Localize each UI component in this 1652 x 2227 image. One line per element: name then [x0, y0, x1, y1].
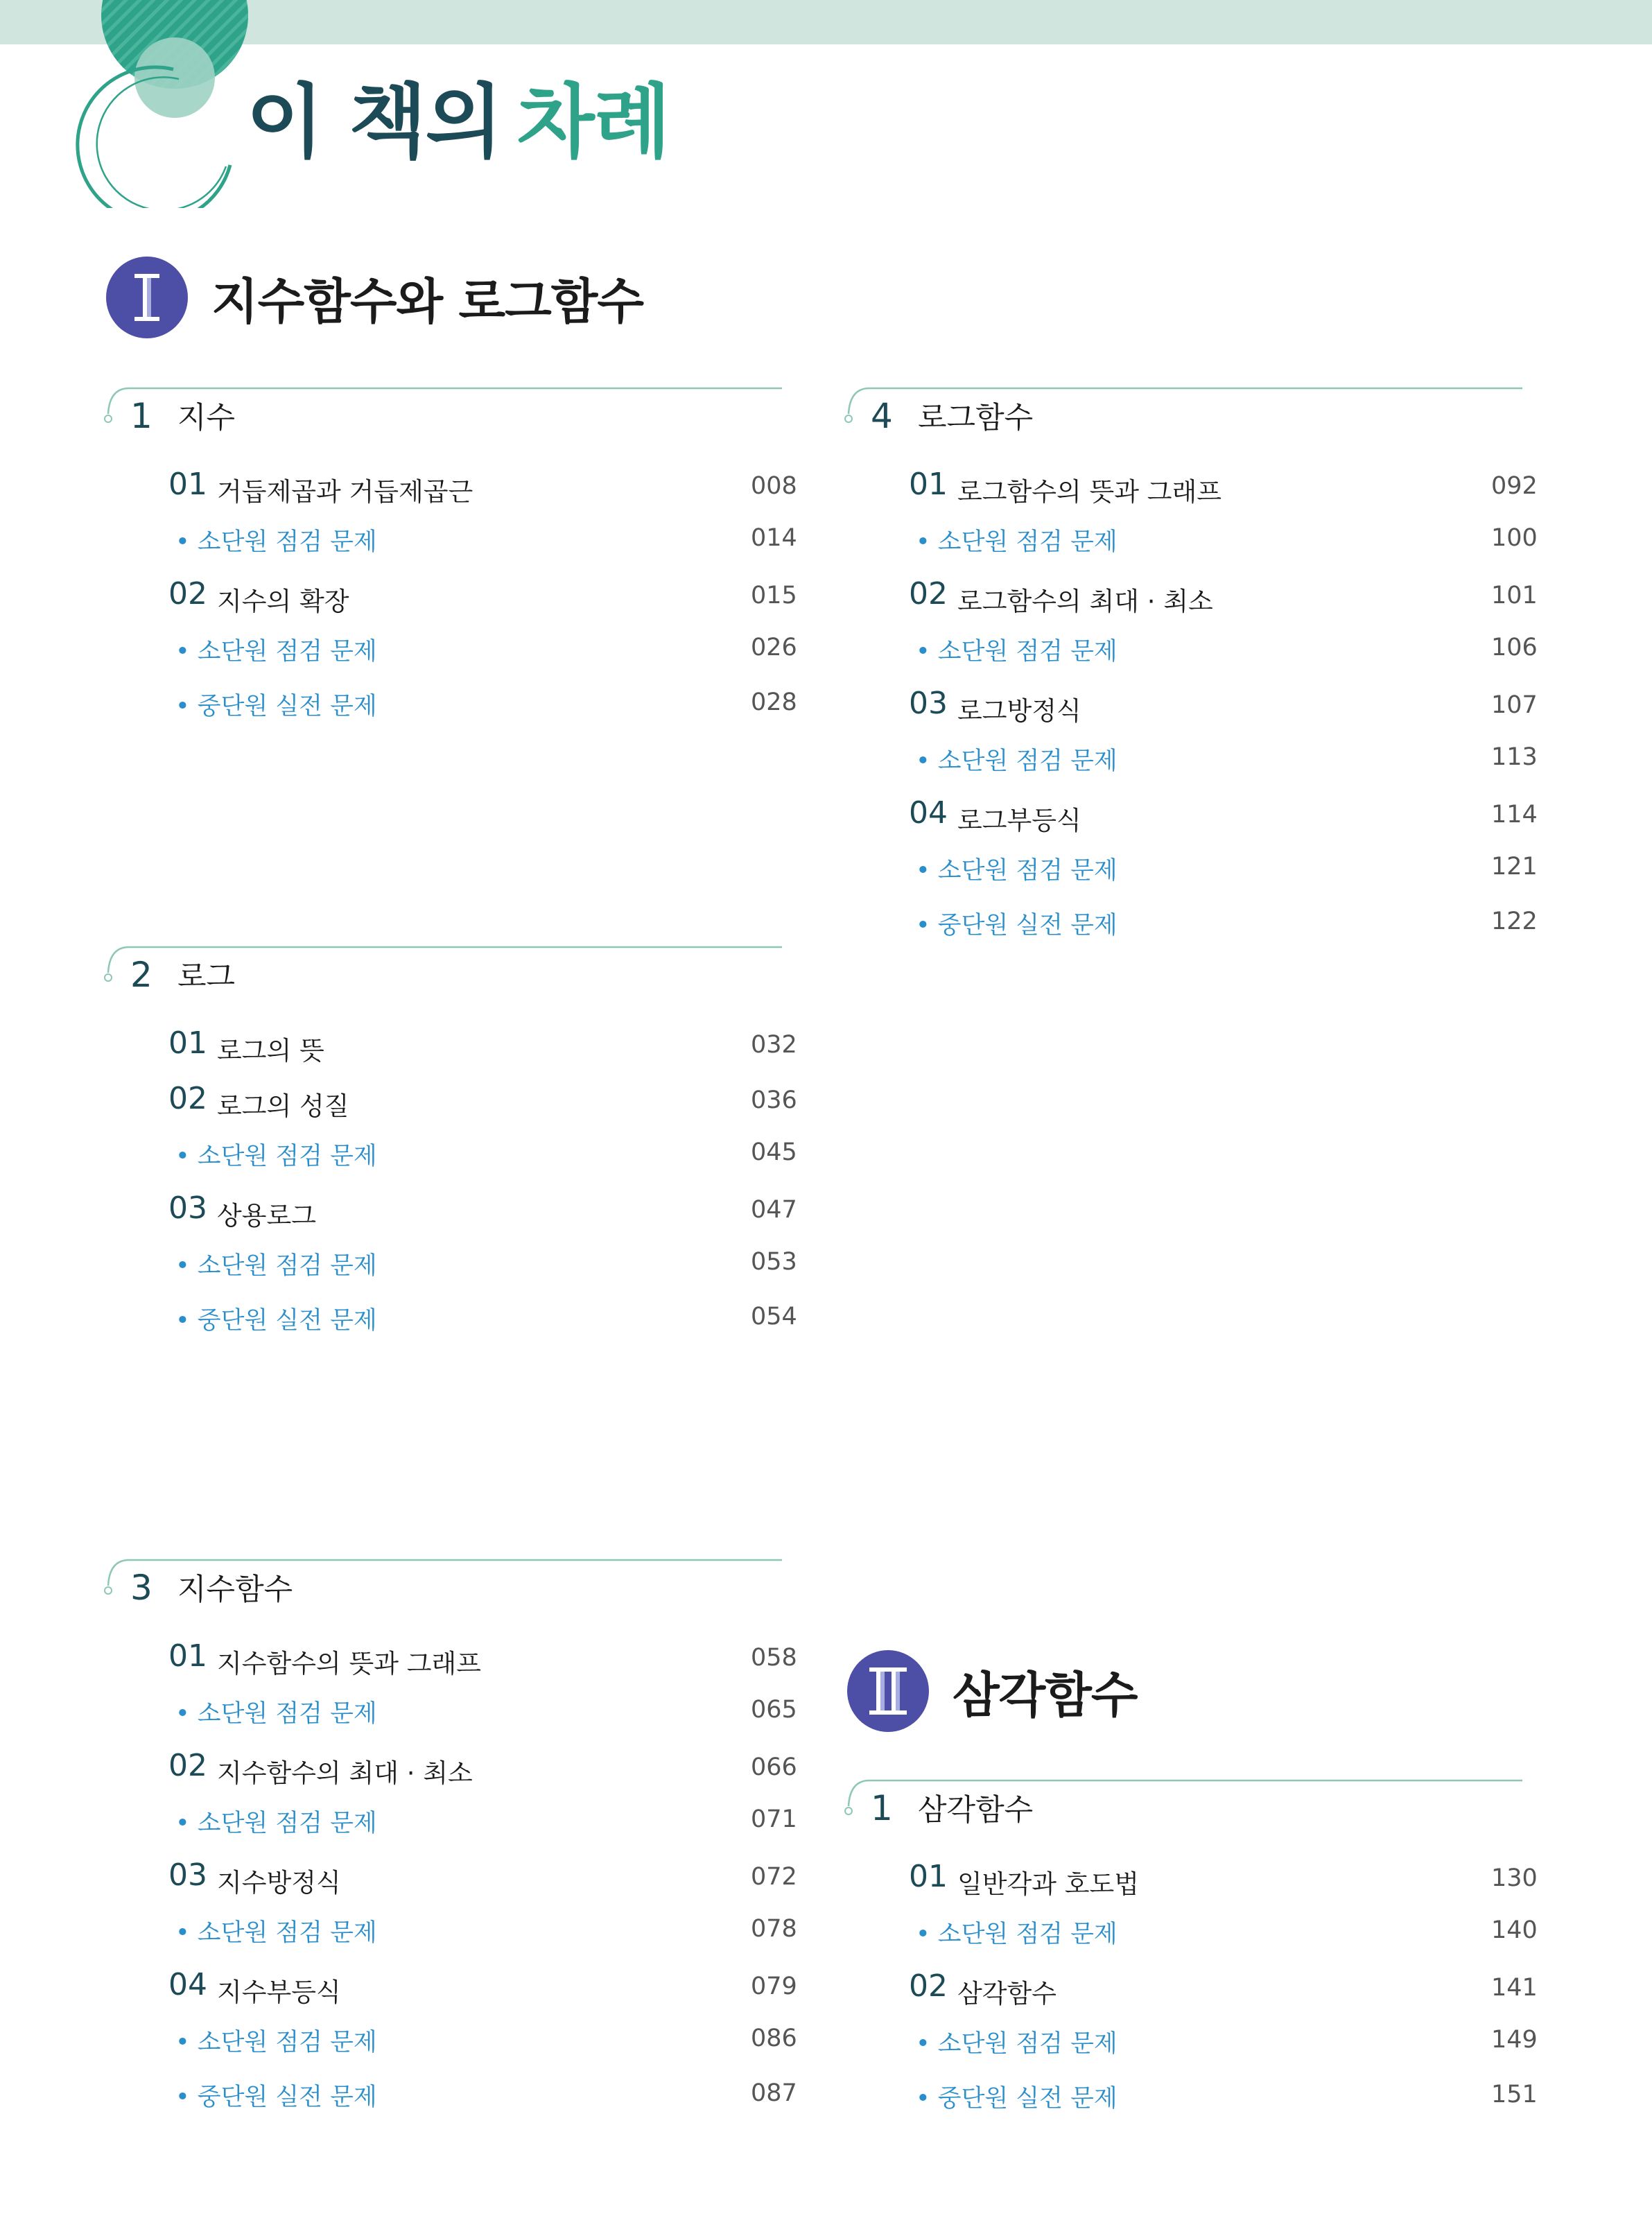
toc-entry[interactable]	[103, 1130, 796, 1172]
section-number: 04	[909, 795, 948, 831]
review-label: • 중단원 실전 문제	[175, 693, 377, 720]
section-number: 01	[168, 467, 207, 502]
review-label: • 소단원 점검 문제	[175, 1252, 377, 1280]
toc-entry[interactable]	[843, 792, 1536, 834]
toc-entry[interactable]	[103, 1688, 796, 1729]
page-number: 065	[751, 1696, 797, 1724]
toc-entry[interactable]	[103, 1188, 796, 1229]
review-label: • 소단원 점검 문제	[175, 1919, 377, 1947]
toc-entry[interactable]	[103, 2071, 796, 2113]
page-number: 092	[1491, 472, 1538, 500]
page-number: 114	[1491, 801, 1538, 829]
toc-entry[interactable]	[843, 1908, 1536, 1950]
page-number: 014	[751, 524, 797, 552]
toc-entry[interactable]	[843, 1966, 1536, 2007]
section-title: 로그의 성질	[217, 1091, 349, 1121]
part-title-1: 지수함수와 로그함수	[211, 272, 643, 330]
section-title: 지수함수의 뜻과 그래프	[217, 1649, 481, 1679]
review-label: • 소단원 점검 문제	[916, 528, 1118, 556]
page-number: 058	[751, 1644, 797, 1672]
chapter-number: 1	[130, 396, 153, 436]
page-number: 072	[751, 1863, 797, 1891]
page-number: 078	[751, 1915, 797, 1943]
page-number: 149	[1491, 2026, 1538, 2054]
section-title: 지수함수의 최대 · 최소	[217, 1758, 473, 1788]
page-number: 101	[1491, 582, 1538, 609]
toc-entry[interactable]	[843, 573, 1536, 615]
toc-entry[interactable]	[103, 1964, 796, 2006]
review-label: • 소단원 점검 문제	[916, 857, 1118, 885]
review-label: • 소단원 점검 문제	[175, 1810, 377, 1837]
review-label: • 소단원 점검 문제	[916, 1921, 1118, 1948]
toc-entry[interactable]	[843, 464, 1536, 505]
part-badge-roman-1	[106, 257, 188, 338]
page-number: 130	[1491, 1864, 1538, 1892]
section-number: 01	[168, 1638, 207, 1674]
page-number: 008	[751, 472, 797, 500]
section-title: 지수방정식	[217, 1868, 341, 1898]
chapter-heading	[871, 1787, 1033, 1829]
section-number: 01	[168, 1025, 207, 1061]
toc-entry[interactable]	[843, 2072, 1536, 2114]
roman-numeral-one-icon	[126, 270, 168, 325]
review-label: • 소단원 점검 문제	[175, 2029, 377, 2056]
section-title: 지수의 확장	[217, 587, 349, 616]
page-number: 141	[1491, 1974, 1538, 2002]
section-title: 지수부등식	[217, 1977, 341, 2007]
roman-numeral-two-icon	[864, 1663, 912, 1719]
page-number: 113	[1491, 743, 1538, 771]
chapter-title: 삼각함수	[918, 1793, 1034, 1828]
chapter-heading	[871, 395, 1033, 437]
review-label: • 소단원 점검 문제	[916, 638, 1118, 666]
review-label: • 소단원 점검 문제	[175, 1143, 377, 1170]
page-number: 121	[1491, 853, 1538, 881]
page-number: 100	[1491, 524, 1538, 552]
page-number: 028	[751, 688, 797, 716]
part-heading-2	[847, 1650, 1137, 1732]
chapter-number: 3	[130, 1568, 153, 1608]
page-number: 054	[751, 1303, 797, 1331]
toc-entry[interactable]	[103, 1023, 796, 1064]
toc-entry[interactable]	[103, 2016, 796, 2058]
section-number: 02	[909, 576, 948, 612]
toc-entry[interactable]	[103, 1797, 796, 1839]
toc-entry[interactable]	[103, 1294, 796, 1336]
page-number: 106	[1491, 634, 1538, 661]
section-number: 02	[168, 1748, 207, 1783]
section-number: 02	[168, 576, 207, 612]
page-title	[246, 78, 670, 168]
page-number: 086	[751, 2025, 797, 2052]
section-number: 03	[909, 686, 948, 721]
chapter-heading	[130, 395, 235, 437]
section-title: 거듭제곱과 거듭제곱근	[217, 477, 473, 507]
section-number: 02	[168, 1081, 207, 1116]
title-part-2: 차례	[516, 76, 670, 169]
section-number: 03	[168, 1857, 207, 1893]
section-number: 03	[168, 1190, 207, 1226]
section-number: 04	[168, 1967, 207, 2002]
page-number: 140	[1491, 1916, 1538, 1944]
page-number: 047	[751, 1196, 797, 1224]
toc-entry[interactable]	[843, 625, 1536, 667]
section-number: 01	[909, 467, 948, 502]
section-number: 02	[909, 1968, 948, 2004]
toc-entry[interactable]	[843, 844, 1536, 886]
page-number: 087	[751, 2079, 797, 2107]
toc-entry[interactable]	[103, 625, 796, 667]
page-number: 071	[751, 1805, 797, 1833]
chapter-number: 4	[871, 396, 893, 436]
part-heading-1	[106, 257, 643, 338]
page-number: 079	[751, 1973, 797, 2000]
toc-entry[interactable]	[103, 516, 796, 557]
chapter-number: 2	[130, 955, 153, 995]
toc-entry[interactable]	[843, 683, 1536, 725]
review-label: • 소단원 점검 문제	[175, 638, 377, 666]
chapter-number: 1	[871, 1788, 893, 1828]
page-number: 032	[751, 1031, 797, 1059]
title-part-1: 이 책의	[246, 76, 502, 169]
toc-entry[interactable]	[103, 680, 796, 722]
toc-entry[interactable]	[843, 1856, 1536, 1898]
review-label: • 중단원 실전 문제	[175, 2083, 377, 2111]
review-label: • 소단원 점검 문제	[916, 2030, 1118, 2058]
chapter-heading	[130, 1566, 293, 1609]
section-title: 상용로그	[217, 1201, 316, 1231]
toc-entry[interactable]	[103, 1855, 796, 1896]
review-label: • 소단원 점검 문제	[916, 747, 1118, 775]
section-title: 로그의 뜻	[217, 1036, 324, 1066]
toc-entry[interactable]	[103, 1078, 796, 1120]
page-number: 066	[751, 1753, 797, 1781]
review-label: • 중단원 실전 문제	[175, 1307, 377, 1335]
part-title-2: 삼각함수	[953, 1666, 1138, 1724]
page-number: 045	[751, 1138, 797, 1166]
toc-entry[interactable]	[103, 573, 796, 615]
page-number: 122	[1491, 908, 1538, 935]
page-number: 015	[751, 582, 797, 609]
toc-entry[interactable]	[103, 1240, 796, 1281]
toc-entry[interactable]	[843, 516, 1536, 557]
page-number: 036	[751, 1086, 797, 1114]
toc-entry[interactable]	[103, 464, 796, 505]
section-number: 01	[909, 1859, 948, 1894]
chapter-heading	[130, 953, 235, 996]
review-label: • 소단원 점검 문제	[175, 1700, 377, 1728]
section-title: 로그부등식	[957, 806, 1081, 835]
page-number: 026	[751, 634, 797, 661]
chapter-title: 로그	[177, 960, 236, 994]
section-title: 로그함수의 최대 · 최소	[957, 587, 1213, 616]
toc-entry[interactable]	[843, 2018, 1536, 2059]
toc-entry[interactable]	[843, 899, 1536, 941]
toc-entry[interactable]	[103, 1636, 796, 1677]
page-number: 107	[1491, 691, 1538, 719]
section-title: 로그방정식	[957, 696, 1081, 726]
section-title: 로그함수의 뜻과 그래프	[957, 477, 1221, 507]
section-title: 삼각함수	[957, 1979, 1057, 2009]
review-label: • 중단원 실전 문제	[916, 2085, 1118, 2113]
review-label: • 중단원 실전 문제	[916, 912, 1118, 939]
part-badge-roman-2	[847, 1650, 929, 1732]
toc-entry[interactable]	[103, 1745, 796, 1787]
chapter-title: 지수	[177, 401, 236, 435]
section-title: 일반각과 호도법	[957, 1869, 1139, 1899]
review-label: • 소단원 점검 문제	[175, 528, 377, 556]
page-number: 151	[1491, 2081, 1538, 2108]
toc-entry[interactable]	[103, 1907, 796, 1948]
chapter-title: 로그함수	[918, 401, 1034, 435]
toc-entry[interactable]	[843, 735, 1536, 777]
chapter-title: 지수함수	[177, 1572, 293, 1607]
page-number: 053	[751, 1248, 797, 1276]
